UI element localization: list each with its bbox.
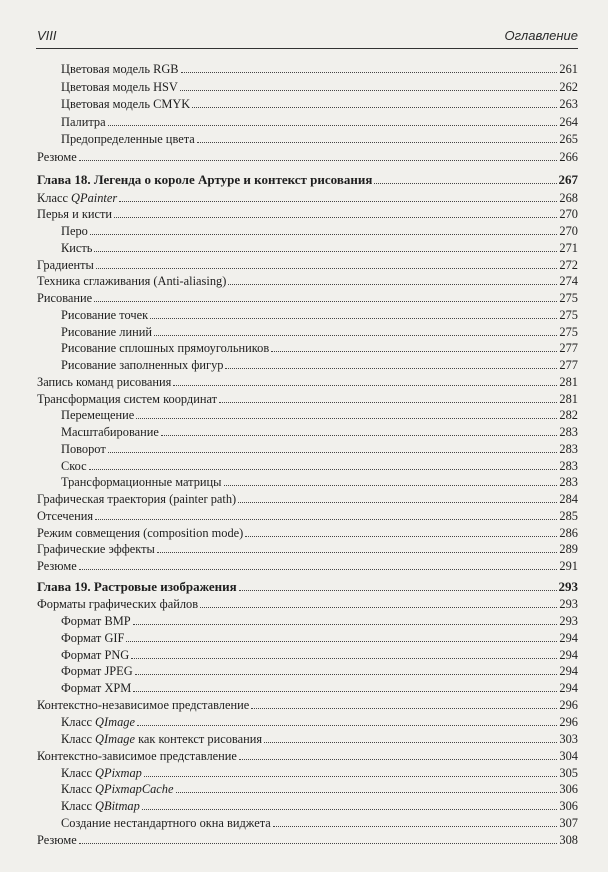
toc-entry <box>37 507 578 523</box>
entry-title: Цветовая модель CMYK <box>61 97 191 112</box>
entry-title: Формат GIF <box>61 630 125 645</box>
entry-page-number: 272 <box>559 257 578 272</box>
dot-leader <box>374 183 556 184</box>
toc-entry <box>37 457 578 473</box>
entry-page-number: 283 <box>559 425 578 439</box>
dot-leader <box>96 268 558 269</box>
entry-page-number: 294 <box>559 647 578 662</box>
toc-entry <box>37 490 578 506</box>
entry-page-number: 303 <box>559 731 578 746</box>
dot-leader <box>79 843 558 844</box>
dot-leader <box>136 418 557 419</box>
toc-entry <box>37 356 578 372</box>
entry-page-number: 263 <box>559 97 578 112</box>
entry-title: Цветовая модель RGB <box>61 62 179 76</box>
dot-leader <box>95 519 557 520</box>
toc-entry <box>37 306 578 322</box>
running-title: Оглавление <box>504 28 578 43</box>
entry-page-number: 283 <box>559 475 578 490</box>
entry-title: Создание нестандартного окна виджета <box>61 816 271 831</box>
dot-leader <box>192 107 557 108</box>
dot-leader <box>271 351 557 352</box>
entry-page-number: 270 <box>559 207 578 222</box>
entry-page-number: 277 <box>559 341 578 356</box>
entry-title: Скос <box>61 458 87 473</box>
entry-title: Рисование точек <box>61 307 149 322</box>
entry-page-number: 264 <box>559 114 578 129</box>
toc-entry <box>37 390 578 406</box>
entry-page-number: 293 <box>558 579 578 594</box>
entry-title: Графическая траектория (painter path) <box>37 492 237 506</box>
chapter-entry <box>37 171 578 187</box>
entry-title: Глава 19. Растровые изображения <box>37 579 237 594</box>
toc-entry <box>37 272 578 288</box>
chapter-entry <box>37 578 578 594</box>
dot-leader <box>133 691 557 692</box>
entry-page-number: 304 <box>559 748 578 763</box>
dot-leader <box>200 607 557 608</box>
toc-entry <box>37 440 578 456</box>
toc-entry <box>37 524 578 540</box>
entry-title: Резюме <box>37 559 77 573</box>
toc-entry <box>37 373 578 389</box>
entry-title: Режим совмещения (composition mode) <box>37 525 244 540</box>
dot-leader <box>94 301 557 302</box>
entry-title: Резюме <box>37 832 77 847</box>
entry-title: Контекстно-зависимое представление <box>37 748 237 763</box>
class-name: QPixmapCache <box>95 782 174 797</box>
toc-entry <box>37 222 578 238</box>
class-name: QImage <box>95 731 135 746</box>
dot-leader <box>219 402 557 403</box>
entry-page-number: 281 <box>559 391 578 406</box>
dot-leader <box>224 485 558 486</box>
entry-title: Масштабирование <box>61 425 159 439</box>
dot-leader <box>79 160 558 161</box>
entry-page-number: 261 <box>559 62 578 76</box>
dot-leader <box>135 674 558 675</box>
entry-title: Техника сглаживания (Anti-aliasing) <box>37 274 227 289</box>
dot-leader <box>180 90 558 91</box>
entry-page-number: 262 <box>559 79 578 94</box>
dot-leader <box>94 251 557 252</box>
dot-leader <box>108 452 558 453</box>
entry-page-number: 275 <box>559 307 578 322</box>
entry-title: Формат PNG <box>61 647 130 662</box>
dot-leader <box>225 368 557 369</box>
entry-page-number: 308 <box>559 832 578 847</box>
entry-title: Рисование <box>37 291 93 305</box>
toc-entry <box>37 339 578 355</box>
entry-title: Кисть <box>61 240 93 255</box>
toc-entry <box>37 629 578 645</box>
dot-leader <box>157 552 558 553</box>
toc-entry <box>37 130 578 146</box>
header-rule <box>36 48 578 49</box>
toc-entry <box>37 612 578 628</box>
toc-entry <box>37 646 578 662</box>
entry-page-number: 286 <box>559 525 578 540</box>
dot-leader <box>273 826 558 827</box>
toc-entry <box>37 189 578 205</box>
toc-entry <box>37 148 578 164</box>
entry-page-number: 307 <box>559 816 578 831</box>
entry-page-number: 296 <box>559 698 578 713</box>
toc-entry <box>37 662 578 678</box>
entry-title: Перемещение <box>61 408 135 423</box>
toc-entry <box>37 540 578 556</box>
toc-entry <box>37 730 578 746</box>
entry-page-number: 281 <box>559 374 578 389</box>
toc-entry <box>37 406 578 422</box>
dot-leader <box>119 201 557 202</box>
dot-leader <box>251 708 557 709</box>
toc-entry <box>37 713 578 729</box>
class-name: QImage <box>95 714 135 729</box>
entry-title: Предопределенные цвета <box>61 132 195 147</box>
toc-entry <box>37 113 578 129</box>
entry-title: Класс QImage <box>61 714 135 729</box>
entry-title: Формат JPEG <box>61 664 133 679</box>
entry-title: Класс QBitmap <box>61 799 140 814</box>
toc-entry <box>37 256 578 272</box>
entry-page-number: 270 <box>559 224 578 238</box>
entry-title: Запись команд рисования <box>37 374 172 389</box>
entry-page-number: 282 <box>559 408 578 423</box>
entry-title: Отсечения <box>37 508 94 523</box>
entry-page-number: 289 <box>559 542 578 557</box>
entry-page-number: 271 <box>559 240 578 255</box>
entry-title: Рисование сплошных прямоугольников <box>61 341 270 356</box>
entry-title: Форматы графических файлов <box>37 597 199 611</box>
toc-entry <box>37 814 578 830</box>
toc-entry <box>37 747 578 763</box>
toc-entry <box>37 473 578 489</box>
entry-title: Класс QImage как контекст рисования <box>61 731 263 746</box>
entry-page-number: 265 <box>559 132 578 147</box>
entry-title: Класс QPixmapCache <box>61 782 174 797</box>
toc-entry <box>37 95 578 111</box>
toc-entry <box>37 679 578 695</box>
entry-page-number: 291 <box>559 559 578 573</box>
toc-entry <box>37 696 578 712</box>
toc-entry <box>37 239 578 255</box>
entry-page-number: 294 <box>559 630 578 645</box>
entry-title: Перо <box>61 224 88 238</box>
dot-leader <box>144 776 558 777</box>
entry-title: Рисование линий <box>61 324 152 339</box>
entry-page-number: 294 <box>559 681 578 696</box>
entry-page-number: 306 <box>559 782 578 797</box>
dot-leader <box>264 742 557 743</box>
class-name: QBitmap <box>95 799 140 814</box>
toc-entry <box>37 60 578 76</box>
entry-page-number: 306 <box>559 799 578 814</box>
toc-entry <box>37 557 578 573</box>
entry-title: Резюме <box>37 150 77 164</box>
toc-entry <box>37 831 578 847</box>
entry-title: Рисование заполненных фигур <box>61 358 224 372</box>
entry-page-number: 296 <box>559 714 578 729</box>
class-name: QPainter <box>71 190 118 205</box>
running-header <box>37 28 578 46</box>
entry-page-number: 283 <box>559 458 578 473</box>
dot-leader <box>228 284 557 285</box>
toc-entry <box>37 205 578 221</box>
dot-leader <box>89 469 558 470</box>
page-number-roman: VIII <box>37 28 57 43</box>
dot-leader <box>108 125 558 126</box>
dot-leader <box>176 792 558 793</box>
toc-entry <box>37 423 578 439</box>
dot-leader <box>79 569 558 570</box>
dot-leader <box>161 435 558 436</box>
entry-title: Графические эффекты <box>37 542 155 557</box>
dot-leader <box>154 335 557 336</box>
entry-page-number: 285 <box>559 508 578 523</box>
entry-title: Градиенты <box>37 257 94 272</box>
entry-title: Трансформация систем координат <box>37 391 218 406</box>
toc-entry <box>37 797 578 813</box>
dot-leader <box>181 72 558 73</box>
entry-page-number: 266 <box>559 150 578 164</box>
entry-title: Поворот <box>61 441 106 456</box>
entry-page-number: 294 <box>559 664 578 679</box>
entry-title: Контекстно-независимое представление <box>37 698 250 713</box>
entry-page-number: 284 <box>559 492 578 506</box>
dot-leader <box>197 142 558 143</box>
dot-leader <box>238 502 557 503</box>
entry-title: Класс QPixmap <box>61 765 142 780</box>
dot-leader <box>114 217 557 218</box>
dot-leader <box>137 725 557 726</box>
dot-leader <box>239 759 557 760</box>
entry-page-number: 277 <box>559 358 578 372</box>
toc-entry <box>37 78 578 94</box>
entry-page-number: 275 <box>559 291 578 305</box>
entry-title: Формат BMP <box>61 613 131 628</box>
entry-page-number: 283 <box>559 441 578 456</box>
entry-page-number: 275 <box>559 324 578 339</box>
entry-title: Глава 18. Легенда о короле Артуре и контекст рисования <box>37 172 373 187</box>
entry-title: Трансформационные матрицы <box>61 475 222 490</box>
dot-leader <box>131 658 557 659</box>
entry-page-number: 305 <box>559 765 578 780</box>
toc-entry <box>37 289 578 305</box>
entry-page-number: 293 <box>559 613 578 628</box>
dot-leader <box>245 536 557 537</box>
entry-title: Цветовая модель HSV <box>61 79 178 94</box>
dot-leader <box>133 624 558 625</box>
toc-entry <box>37 780 578 796</box>
dot-leader <box>173 385 557 386</box>
entry-page-number: 293 <box>559 597 578 611</box>
class-name: QPixmap <box>95 765 142 780</box>
dot-leader <box>239 590 557 591</box>
entry-title: Класс QPainter <box>37 190 118 205</box>
toc-entry <box>37 764 578 780</box>
entry-title: Палитра <box>61 114 106 129</box>
dot-leader <box>126 641 557 642</box>
entry-page-number: 267 <box>558 172 578 187</box>
dot-leader <box>142 809 558 810</box>
entry-page-number: 268 <box>559 190 578 205</box>
dot-leader <box>150 318 557 319</box>
toc-entry <box>37 595 578 611</box>
entry-page-number: 274 <box>559 274 578 289</box>
dot-leader <box>90 234 558 235</box>
entry-title: Перья и кисти <box>37 207 113 222</box>
entry-title: Формат XPM <box>61 681 132 696</box>
toc-entry <box>37 323 578 339</box>
